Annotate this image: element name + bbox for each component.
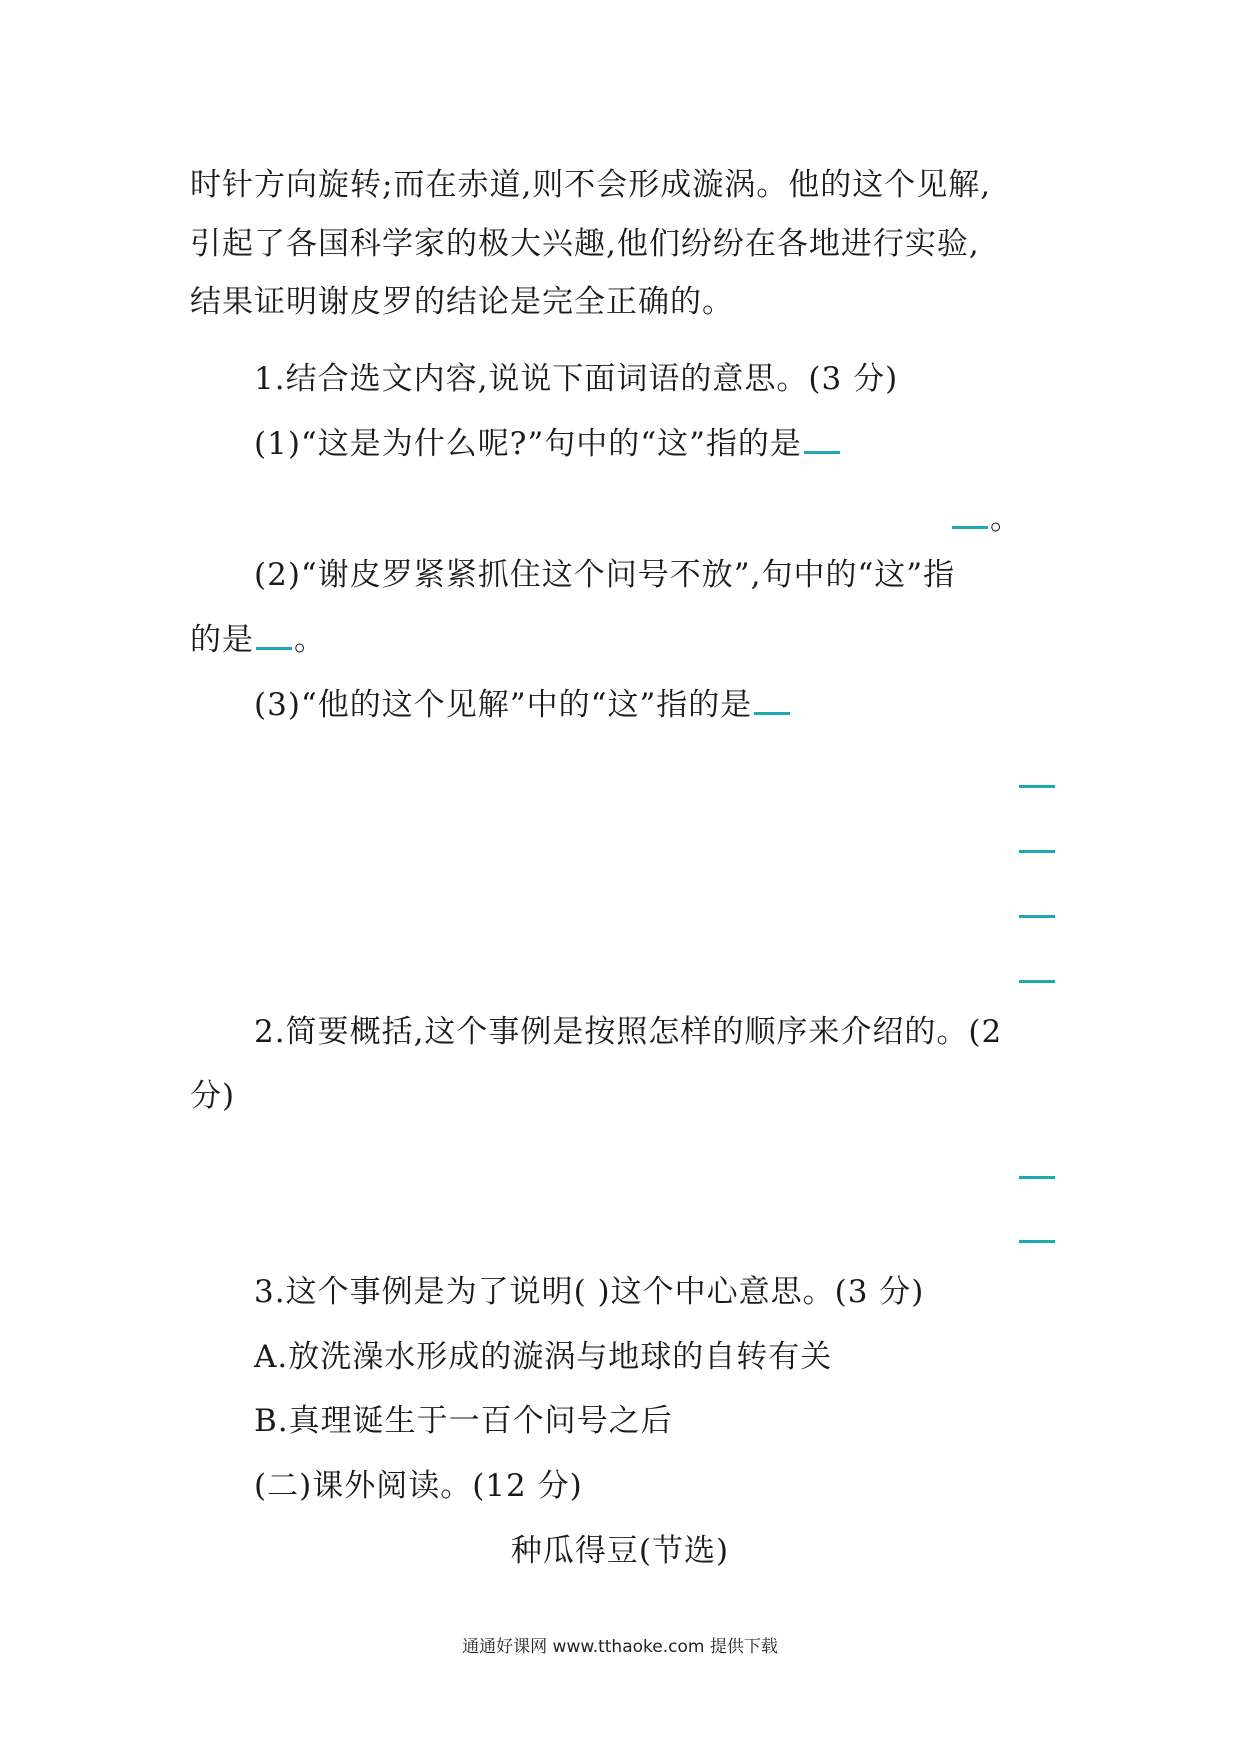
question-2-stem: 2.简要概括,这个事例是按照怎样的顺序来介绍的。(2 [254,1014,1003,1050]
question-3-option-b: B.真理诞生于一百个问号之后 [254,1403,673,1439]
question-1-sub-3-text: (3)“他的这个见解”中的“这”指的是 [254,687,753,723]
answer-blank[interactable] [804,451,840,454]
question-1-sub-2-cont: 的是 [190,622,254,658]
answer-blank[interactable] [1019,1240,1055,1243]
question-1-sub-1-continuation [950,499,1022,539]
question-2-stem-continuation: 分) [190,1078,236,1114]
question-3-stem: 3.这个事例是为了说明( )这个中心意思。(3 分) [254,1274,925,1310]
question-1-sub-2-continuation [190,620,326,660]
answer-blank[interactable] [1019,980,1055,983]
question-1-sub-1-text: (1)“这是为什么呢?”句中的“这”指的是 [254,426,802,462]
answer-blank[interactable] [1019,1176,1055,1179]
question-1-sub-3 [254,685,792,725]
question-1-sub-2-end: 。 [294,622,326,658]
passage-line-3: 结果证明谢皮罗的结论是完全正确的。 [190,284,734,320]
passage-line-1: 时针方向旋转;而在赤道,则不会形成漩涡。他的这个见解, [190,167,992,203]
page-footer: 通通好课网 www.tthaoke.com 提供下载 [462,1637,778,1657]
answer-blank[interactable] [1019,850,1055,853]
question-3-option-a: A.放洗澡水形成的漩涡与地球的自转有关 [254,1339,833,1375]
answer-blank[interactable] [256,647,292,650]
question-1-sub-1 [254,424,842,464]
question-1-sub-1-end: 。 [990,501,1022,537]
section-2-heading: (二)课外阅读。(12 分) [254,1468,583,1504]
question-1-sub-2: (2)“谢皮罗紧紧抓住这个问号不放”,句中的“这”指 [254,557,956,593]
answer-blank[interactable] [952,526,988,529]
answer-blank[interactable] [754,712,790,715]
passage-line-2: 引起了各国科学家的极大兴趣,他们纷纷在各地进行实验, [190,226,980,262]
article-title: 种瓜得豆(节选) [510,1533,730,1569]
answer-blank[interactable] [1019,915,1055,918]
answer-blank[interactable] [1019,785,1055,788]
question-1-stem: 1.结合选文内容,说说下面词语的意思。(3 分) [254,361,899,397]
